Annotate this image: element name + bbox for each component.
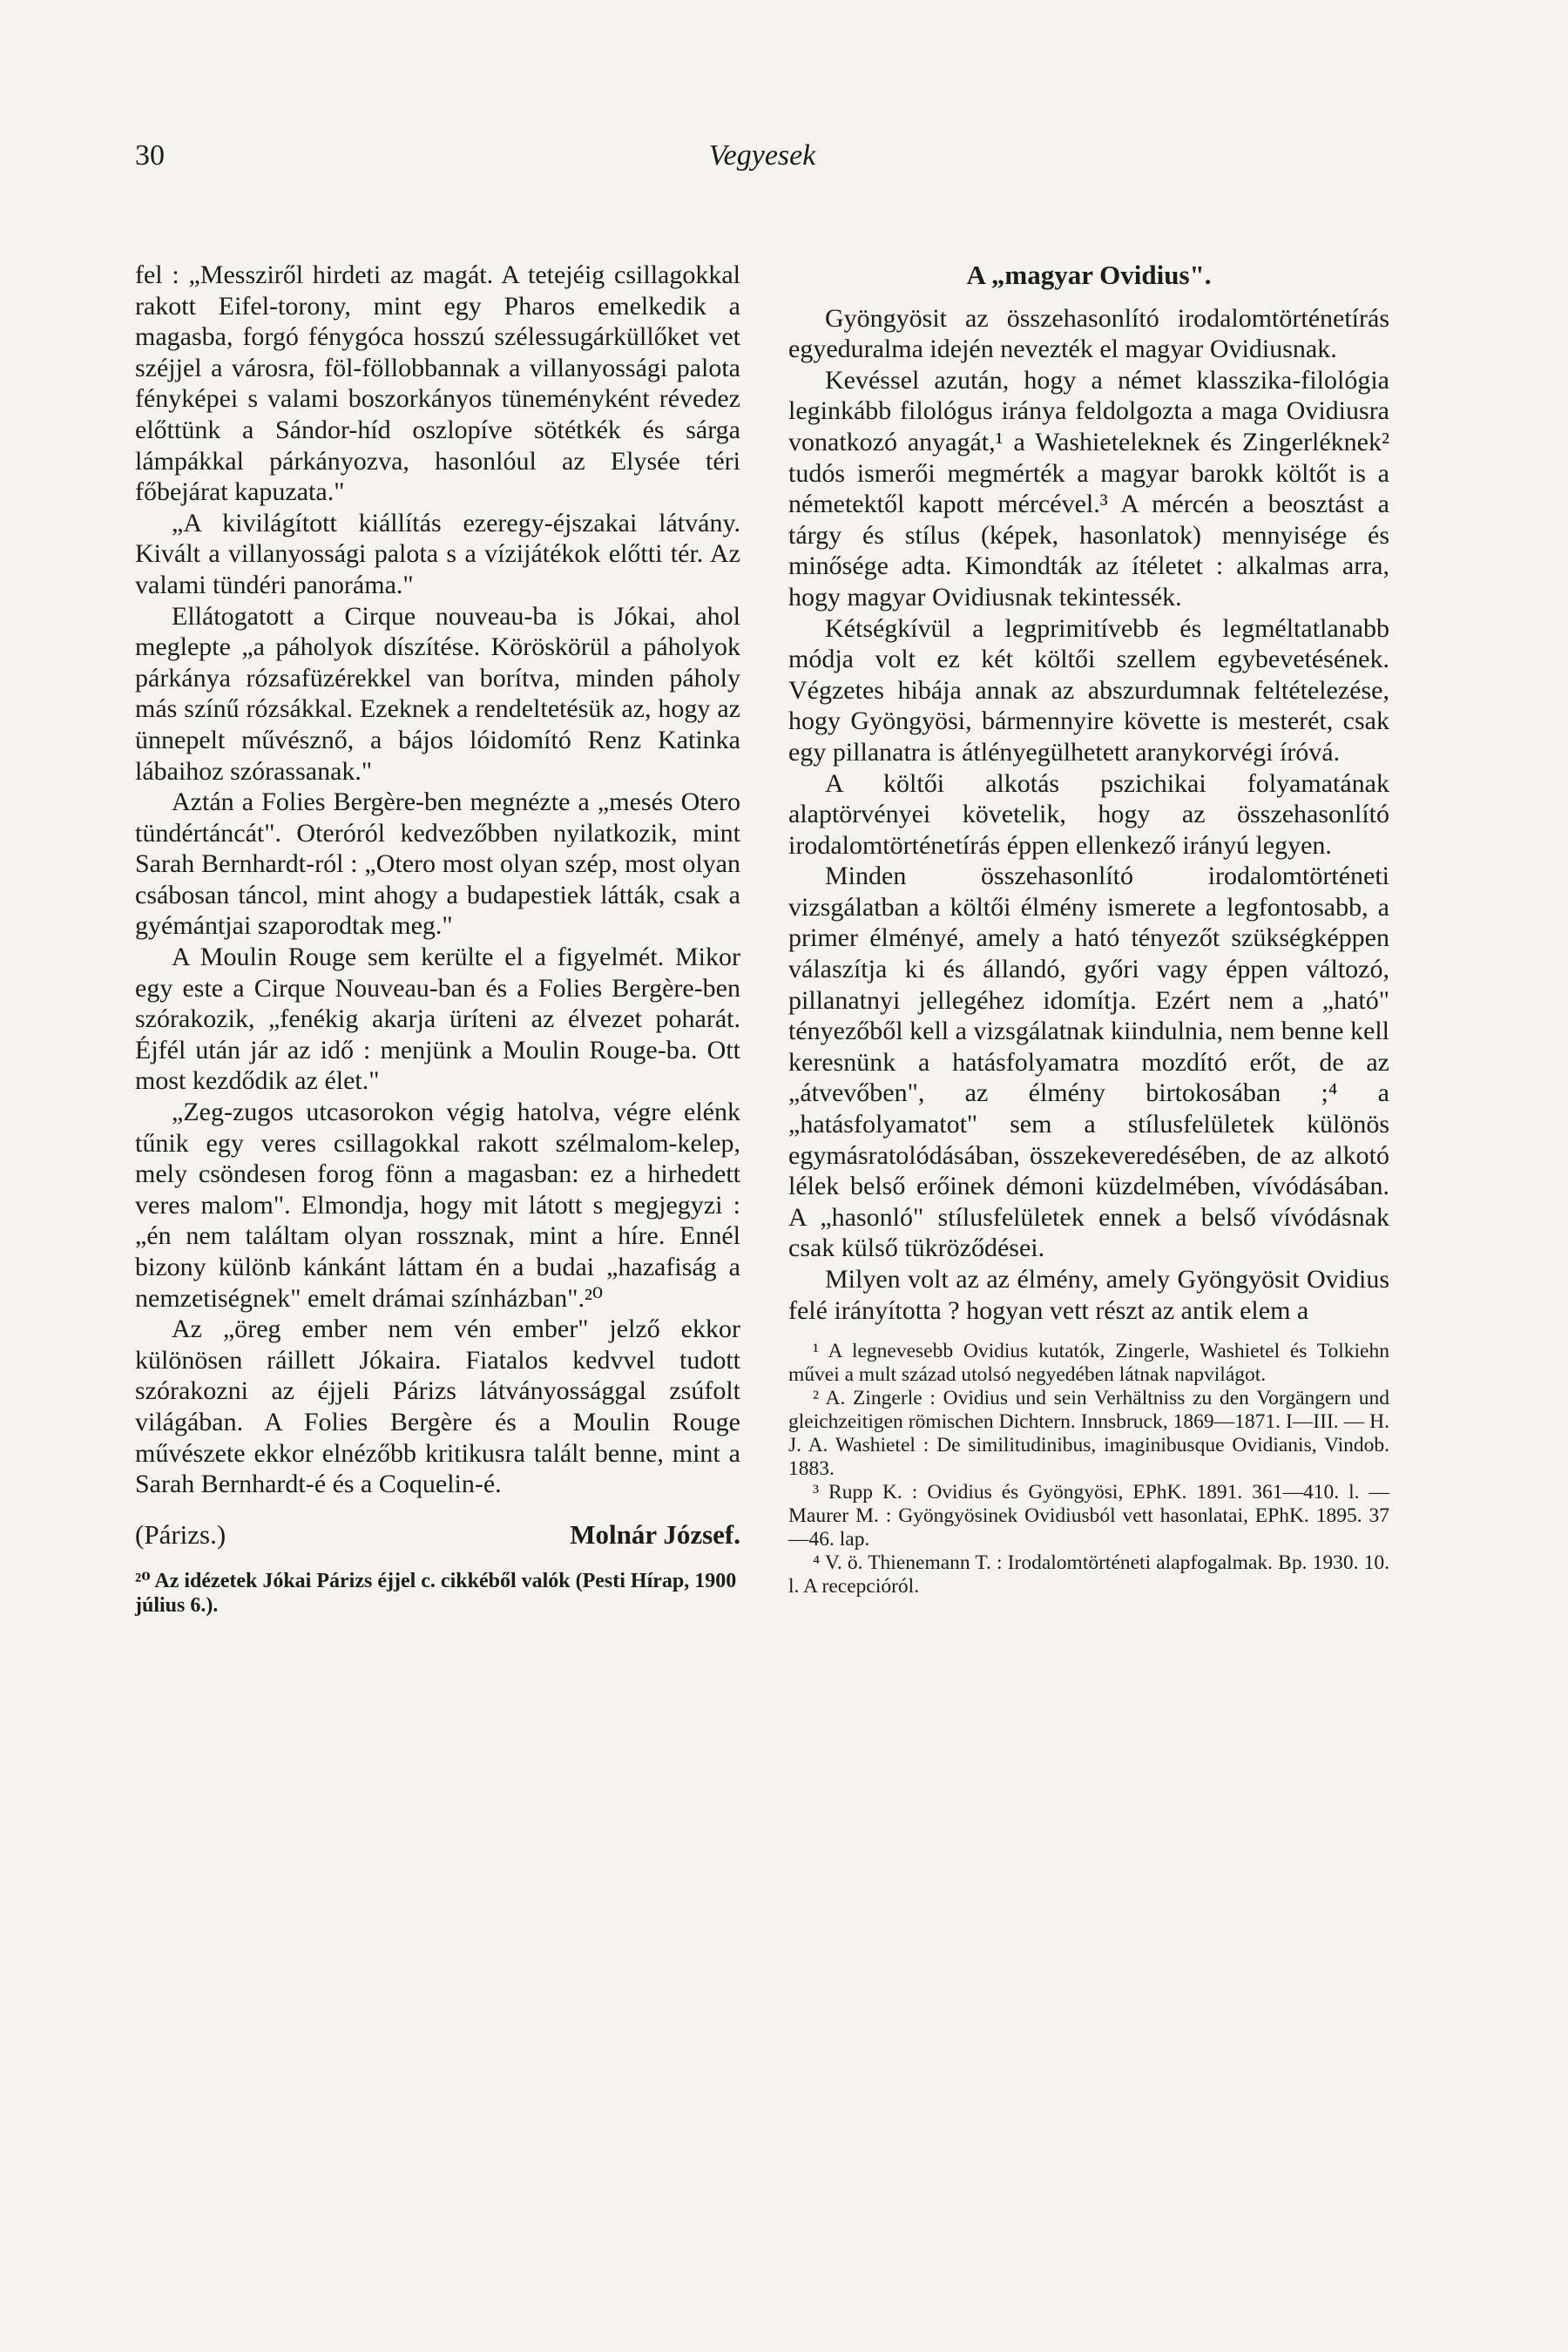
right-footnotes [788,1340,1389,1598]
right-paragraph-6: Milyen volt az az élmény, amely Gyöngyösit Ovidius felé irányította ? hogyan vett részt az antik elem a [788,1265,1389,1325]
right-paragraph-2: Kevéssel azután, hogy a német klasszika-filológia leginkább filológus iránya feldolgozta a maga Ovidiusra vonatkozó anyagát,¹ a Washieteleknek és Zingerléknek² tudós ismerői megmérték a magyar barokk költőt is a németektől kapott mércével.³ A mércén a beosztást a tárgy és stílus (képek, hasonlatok) mennyisége és minősége adta. Kimondták az ítéletet : alkalmas arra, hogy magyar Ovidiusnak tekintessék. [788,365,1389,612]
author-name: Molnár József. [570,1518,740,1550]
running-head: Vegyesek [708,139,816,172]
page-header [135,139,1389,183]
right-paragraph-4: A költői alkotás pszichikai folyamatának alaptörvényei követelik, hogy az összehasonlító irodalomtörténetírás éppen ellenkező irányú legyen. [788,768,1389,860]
left-footnote: ²⁰ Az idézetek Jókai Párizs éjjel c. cikkéből valók (Pesti Hírap, 1900 július 6.). [135,1570,737,1618]
left-paragraph-1: fel : „Messziről hirdeti az magát. A tetejéig csillagokkal rakott Eifel-torony, mint egy Pharos emelkedik a magasba, forgó fénygóca hosszú szélessugárküllőket vet széjjel a városra, föl-föllobbannak a villanyossági palota fényképei s valami boszorkányos tüneményként révedez előttünk a Sándor-híd oszlopíve sötétkék és sárga lámpákkal párkányozva, hasonlóul az Elysée téri főbejárat kapuzata." [135,260,740,507]
footnote-3: ³ Rupp K. : Ovidius és Gyöngyösi, EPhK. 1891. 361—410. l. — Maurer M. : Gyöngyösinek Ovidiusból vett hasonlatai, EPhK. 1895. 37—46. lap. [788,1481,1389,1551]
signature-line [135,1519,740,1551]
right-paragraph-3: Kétségkívül a legprimitívebb és legméltatlanabb módja volt ez két költői szellem egybevetésének. Végzetes hibája annak az abszurdumnak feltételezése, hogy Gyöngyösi, bármennyire követte is mesterét, csak egy pillanatra is átlényegülhetett aranykorvégi íróvá. [788,613,1389,767]
right-paragraph-5: Minden összehasonlító irodalomtörténeti vizsgálatban a költői élmény ismerete a legfontosabb, a primer élményé, amely a ható tényezőt szükségképpen válaszítja ki és állandó, győri vagy éppen változó, pillanatnyi jellegéhez idomítja. Ezért nem a „ható" tényezőből kell a vizsgálatnak kiindulnia, nem benne kell keresnünk a hatásfolyamatra mozdító erőt, de az „átvevőben", az élmény birtokosában ;⁴ a „hatásfolyamatot" sem a stílusfelületek különös egymásratolódásában, összekeveredésében, de az alkotó lélek belső erőinek démoni küzdelmében, vívódásában. A „hasonló" stílusfelületek ennek a belső vívódásnak csak külső tükröződései. [788,862,1389,1263]
page-number: 30 [135,139,165,172]
place-label: (Párizs.) [135,1518,226,1550]
right-column [788,260,1389,1598]
left-paragraph-7: Az „öreg ember nem vén ember" jelző ekkor különösen ráillett Jókaira. Fiatalos kedvvel tudott szórakozni az éjjeli Párizs látványossággal zsúfolt világában. A Folies Bergère és a Moulin Rouge művészete ekkor elnézőbb kritikusra talált benne, mint a Sarah Bernhardt-é és a Coquelin-é. [135,1315,740,1499]
left-paragraph-5: A Moulin Rouge sem kerülte el a figyelmét. Mikor egy este a Cirque Nouveau-ban és a Folies Bergère-ben szórakozik, „fenékig akarja üríteni az élvezet poharát. Éjfél után jár az idő : menjünk a Moulin Rouge-ba. Ott most kezdődik az élet." [135,943,740,1096]
footnote-1: ¹ A legnevesebb Ovidius kutatók, Zingerle, Washietel és Tolkiehn művei a mult század utolsó negyedében látnak napvilágot. [788,1340,1389,1387]
footnote-4: ⁴ V. ö. Thienemann T. : Irodalomtörténeti alapfogalmak. Bp. 1930. 10. l. A recepcióról. [788,1551,1389,1598]
footnote-2: ² A. Zingerle : Ovidius und sein Verhältniss zu den Vorgängern und gleichzeitigen römischen Dichtern. Innsbruck, 1869—1871. I—III. — H. J. A. Washietel : De similitudinibus, imaginibusque Ovidianis, Vindob. 1883. [788,1387,1389,1481]
left-column [135,260,740,1618]
right-paragraph-1: Gyöngyösit az összehasonlító irodalomtörténetírás egyeduralma idején nevezték el magyar Ovidiusnak. [788,303,1389,364]
left-paragraph-2: „A kivilágított kiállítás ezeregy-éjszakai látvány. Kivált a villanyossági palota s a vízijátékok előtti tér. Az valami tündéri panoráma." [135,508,740,599]
left-paragraph-3: Ellátogatott a Cirque nouveau-ba is Jókai, ahol meglepte „a páholyok díszítése. Köröskörül a páholyok párkánya rózsafüzérekkel van borítva, minden páholy más színű rózsákkal. Ezeknek a rendeltetésük az, hogy az ünnepelt művésznő, a bájos lóidomító Renz Katinka lábaihoz szórassanak." [135,601,740,786]
left-paragraph-4: Aztán a Folies Bergère-ben megnézte a „mesés Otero tündértáncát". Oteróról kedvezőbben nyilatkozik, mint Sarah Bernhardt-ról : „Otero most olyan szép, most olyan csábosan táncol, mint ahogy a budapestiek látták, csak a gyémántjai szaporodtak meg." [135,787,740,941]
left-paragraph-6: „Zeg-zugos utcasorokon végig hatolva, végre elénk tűnik egy veres csillagokkal rakott szélmalom-kelep, mely csöndesen forog fönn a magasban: ez a hirhedett veres malom". Elmondja, hogy mit látott s megjegyzi : „én nem találtam olyan rossznak, mint a híre. Ennél bizony különb kánkánt láttam én a budai „hazafiság a nemzetiségnek" emelt drámai színházban".²⁰ [135,1098,740,1313]
article-title: A „magyar Ovidius". [966,260,1212,290]
